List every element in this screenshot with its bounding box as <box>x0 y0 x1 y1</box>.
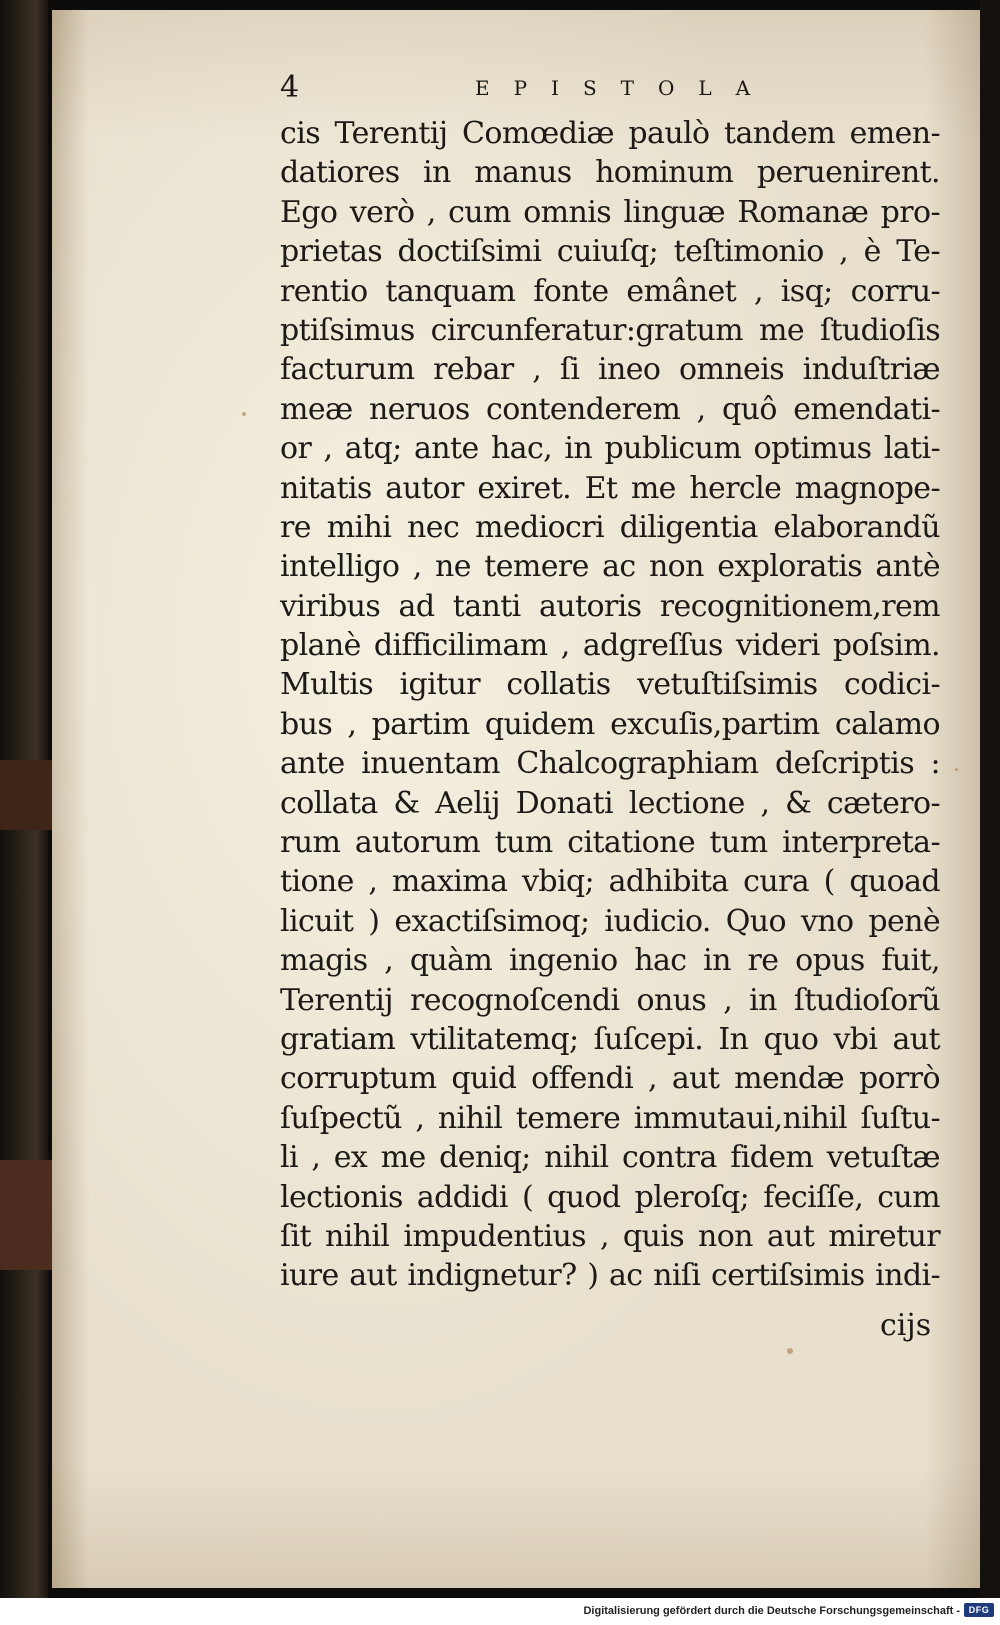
catchword: cijs <box>880 1308 932 1343</box>
text-line: facturum rebar , ſi ineo omneis induſtriæ <box>280 352 940 388</box>
text-line: Terentij recognoſcendi onus , in ſtudioſorũ <box>280 982 940 1018</box>
scan-border <box>980 0 1000 1598</box>
text-line: Ego verò , cum omnis linguæ Romanæ pro- <box>280 194 940 230</box>
text-line: gratiam vtilitatemq; ſuſcepi. In quo vbi aut <box>280 1021 940 1057</box>
text-line: re mihi nec mediocri diligentia elaborandũ <box>280 509 940 545</box>
text-line: collata & Aelij Donati lectione , & cætero- <box>280 785 940 821</box>
spine-binding-band <box>0 760 60 830</box>
dfg-logo: DFG <box>964 1603 994 1617</box>
funding-credit: Digitalisierung gefördert durch die Deutsche Forschungsgemeinschaft - <box>583 1605 960 1617</box>
text-line: cis Terentij Comœdiæ paulò tandem emen- <box>280 116 940 151</box>
footer-strip <box>0 1598 1000 1625</box>
paper-stain <box>242 412 246 416</box>
text-line: Multis igitur collatis vetuſtiſsimis codici- <box>280 667 940 703</box>
text-line: nitatis autor exiret. Et me hercle magnope- <box>280 470 940 506</box>
text-line: prietas doctiſsimi cuiuſq; teſtimonio , è Te- <box>280 234 940 270</box>
text-line: or , atq; ante hac, in publicum optimus lati- <box>280 431 940 467</box>
body-text <box>280 114 940 1296</box>
text-line: tione , maxima vbiq; adhibita cura ( quoad <box>280 864 940 900</box>
text-line: meæ neruos contenderem , quô emendati- <box>280 391 940 427</box>
page-number: 4 <box>280 70 300 105</box>
running-head <box>280 68 820 108</box>
text-line: ſuſpectũ , nihil temere immutaui,nihil ſuſtu- <box>280 1100 940 1136</box>
text-line: magis , quàm ingenio hac in re opus fuit, <box>280 943 940 979</box>
text-line: ante inuentam Chalcographiam deſcriptis : <box>280 746 940 782</box>
paper-stain <box>955 768 958 771</box>
text-line: planè difficilimam , adgreſſus videri poſsim. <box>280 628 940 664</box>
text-line: datiores in manus hominum peruenirent. <box>280 155 940 191</box>
text-line: corruptum quid offendi , aut mendæ porrò <box>280 1061 940 1097</box>
text-line: viribus ad tanti autoris recognitionem,rem <box>280 588 940 624</box>
text-line: licuit ) exactiſsimoq; iudicio. Quo vno penè <box>280 903 940 939</box>
text-line: ſit nihil impudentius , quis non aut miretur <box>280 1218 940 1254</box>
running-head-title: EPISTOLA <box>475 76 775 100</box>
text-line: li , ex me deniq; nihil contra fidem vetuſtæ <box>280 1140 940 1176</box>
text-line: rum autorum tum citatione tum interpreta- <box>280 825 940 861</box>
text-line: intelligo , ne temere ac non exploratis antè <box>280 549 940 585</box>
text-line: iure aut indignetur? ) ac niſi certiſsimis indi- <box>280 1258 940 1294</box>
paper-stain <box>787 1348 793 1354</box>
text-line: lectionis addidi ( quod pleroſq; feciſſe, cum <box>280 1179 940 1215</box>
text-line: bus , partim quidem excuſis,partim calamo <box>280 706 940 742</box>
text-line: rentio tanquam fonte emânet , isq; corru- <box>280 273 940 309</box>
text-line: ptiſsimus circunferatur:gratum me ſtudioſis <box>280 312 940 348</box>
spine-binding-band <box>0 1160 60 1270</box>
